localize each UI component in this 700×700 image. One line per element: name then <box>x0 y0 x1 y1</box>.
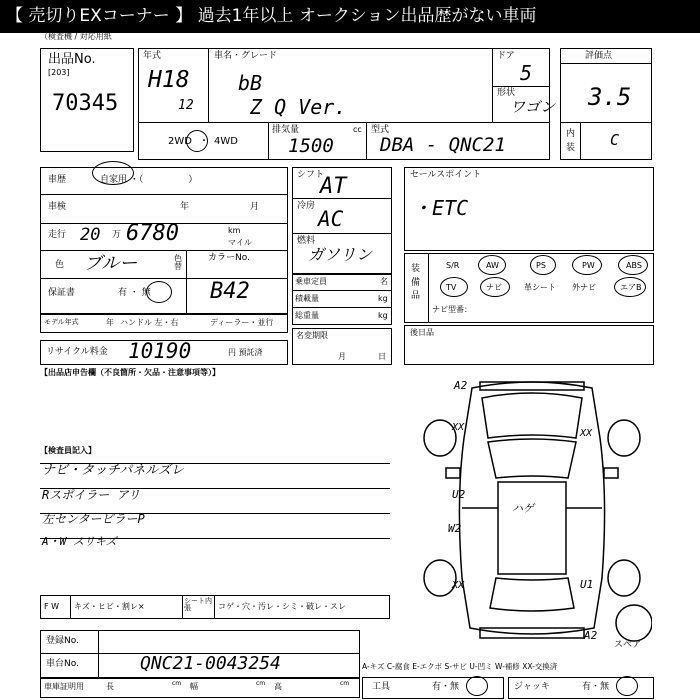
divider <box>40 250 288 251</box>
drive-sep: ・ <box>199 136 209 147</box>
man-unit: 万 <box>112 230 122 240</box>
lot-sub: [203] <box>48 68 70 77</box>
note-2: Rスポイラー アリ <box>42 488 140 502</box>
expiry-label: 名変期限 <box>296 331 328 340</box>
gross-label: 総重量 <box>295 311 319 320</box>
name-label: 車名・グレード <box>214 51 278 61</box>
yen-unit: 円 預託済 <box>228 348 263 357</box>
jack-label: ジャッキ <box>514 682 550 692</box>
inspector-label: 【検査員記入】 <box>40 446 96 455</box>
shape-label: 形状 <box>497 88 516 98</box>
interior-value: C <box>610 131 620 149</box>
drive-2wd: 2WD <box>168 136 192 147</box>
hood <box>482 393 582 438</box>
circle-mark <box>440 277 468 297</box>
grade: Z Q Ver. <box>250 95 347 119</box>
divider <box>70 595 71 619</box>
history-label: 車歴 <box>48 175 67 185</box>
tools-value: 有・無 <box>432 682 460 692</box>
equip-extnavi: 外ナビ <box>572 283 596 292</box>
ac-label: 冷房 <box>297 201 316 211</box>
capacity-label: 乗車定員 <box>295 277 327 286</box>
circle-mark <box>478 255 506 275</box>
year-label: 年式 <box>143 51 162 61</box>
cert-cm1: cm <box>172 680 182 687</box>
diag-xx-rl: XX <box>452 580 465 591</box>
fuel-label: 燃料 <box>297 236 316 246</box>
cert-cm3: cm <box>340 680 350 687</box>
cert-row <box>40 678 360 698</box>
warranty-value: 有 ・ 無 <box>118 288 151 298</box>
diag-a2-bot: A2 <box>584 629 598 642</box>
circle-mark <box>614 277 646 297</box>
lot-number: 70345 <box>52 91 119 116</box>
equip-navi: ナビ <box>486 283 502 292</box>
mile-unit: マイル <box>228 238 252 247</box>
sales-value: ・ETC <box>412 196 469 220</box>
circle-mark <box>466 676 488 696</box>
divider <box>492 48 493 122</box>
equip-sr: S/R <box>446 261 460 270</box>
car-name: bB <box>238 71 263 95</box>
color-value: ブルー <box>84 253 138 274</box>
diag-u2: U2 <box>452 488 466 501</box>
gross-unit: kg <box>378 311 388 320</box>
seat-items: コゲ・穴・汚レ・シミ・破レ・スレ <box>218 602 346 611</box>
tools-label: 工具 <box>372 682 391 692</box>
divider <box>98 630 99 678</box>
page-title: 【 売切りEXコーナー 】 過去1年以上 オークション出品歴がない車両 <box>6 6 537 26</box>
diag-xx-fl: XX <box>452 422 465 433</box>
doors-value: 5 <box>520 61 533 85</box>
circle-mark <box>616 676 638 696</box>
chassis-label: 車台No. <box>46 659 79 669</box>
diag-a2-top: A2 <box>454 379 468 392</box>
cert-cm2: cm <box>256 680 266 687</box>
divider <box>40 278 288 279</box>
mileage-label: 走行 <box>48 230 67 240</box>
ac-value: AC <box>318 207 344 231</box>
inspect-label: 車検 <box>48 202 67 212</box>
load-label: 積載量 <box>295 294 319 303</box>
shift-label: シフト <box>297 170 325 180</box>
equip-airbag: エアB <box>620 283 642 292</box>
capacity-unit: 名 <box>380 277 388 286</box>
divider <box>366 122 367 160</box>
sales-label: セールスポイント <box>410 170 482 180</box>
km-unit: km <box>228 226 241 235</box>
reg-label: 登録No. <box>46 636 79 646</box>
divider <box>560 63 652 64</box>
circle-mark <box>92 161 134 185</box>
divider <box>492 86 550 87</box>
diag-haw: ハゲ <box>512 502 534 515</box>
score-label: 評価点 <box>585 51 613 61</box>
chassis-value: QNC21-0043254 <box>140 653 281 674</box>
disp-value: 1500 <box>288 135 334 157</box>
divider <box>580 122 581 160</box>
divider <box>292 233 392 234</box>
divider <box>182 595 183 619</box>
divider <box>186 250 187 315</box>
report-label: 【出品店申告欄（不良箇所・欠品・注意事項等）】 <box>40 368 220 377</box>
expiry-day: 日 <box>378 352 386 361</box>
shift-value: AT <box>320 174 347 199</box>
recycle-label: リサイクル料金 <box>46 347 108 357</box>
equip-pw: PW <box>582 261 595 270</box>
model-year-label: モデル年式 <box>44 318 79 326</box>
history-value: 自家用 ・（ ） <box>100 175 198 185</box>
equip-abs: ABS <box>626 261 642 270</box>
equip-aw: AW <box>486 261 499 270</box>
wheel-rr <box>608 560 640 596</box>
rear-window <box>490 578 574 611</box>
disp-label: 排気量 <box>272 125 300 135</box>
doors-label: ドア <box>497 51 515 61</box>
diag-xx-fr: XX <box>580 428 593 439</box>
after-label: 後日品 <box>410 328 434 337</box>
dealer: ディーラー・並行 <box>210 318 274 327</box>
color-label: 色 <box>55 260 65 270</box>
divider <box>40 194 288 195</box>
diag-w2: W2 <box>448 522 462 535</box>
cut-header: （検査機 / 対応用紙 <box>40 32 112 41</box>
note-1: ナビ・タッチパネルズレ <box>42 463 184 478</box>
load-unit: kg <box>378 294 388 303</box>
divider <box>292 307 392 308</box>
warranty-label: 保証書 <box>48 288 76 298</box>
divider <box>214 595 215 619</box>
circle-mark <box>618 255 648 275</box>
model-label: 型式 <box>371 125 390 135</box>
circle-mark <box>572 255 602 275</box>
equip-leather: 革シート <box>524 283 556 292</box>
divider <box>428 253 429 323</box>
roof <box>498 482 566 574</box>
shape-value: ワゴン <box>510 98 556 116</box>
circle-mark <box>146 281 172 303</box>
seat-label: シート内張 <box>184 597 212 612</box>
year-unit: 年 <box>180 202 190 212</box>
note-4: A・W スリキズ <box>42 535 117 548</box>
expiry-month: 月 <box>338 352 346 361</box>
lot-label: 出品No. <box>48 52 96 67</box>
equipment-label: 装備品 <box>411 264 421 301</box>
divider <box>292 290 392 291</box>
mirror-right <box>604 468 618 478</box>
bumper-rear <box>480 628 584 638</box>
colorno-value: B42 <box>210 279 250 304</box>
cert-width: 幅 <box>190 682 198 691</box>
fw-items: キズ・ヒビ・割レ× <box>74 602 145 611</box>
divider <box>268 122 269 160</box>
note-3: 左センターピラーP <box>42 512 145 526</box>
color-change: 色替 <box>174 254 182 271</box>
colorno-label: カラーNo. <box>208 253 250 263</box>
year-unit2: 年 <box>106 318 114 327</box>
circle-mark <box>530 255 556 275</box>
mileage-rest: 6780 <box>126 221 179 246</box>
year-value: H18 <box>148 67 190 93</box>
windshield <box>488 439 576 478</box>
wheel-fr <box>608 420 640 456</box>
divider <box>138 122 550 123</box>
equip-tv: TV <box>446 283 457 292</box>
cert-height: 高 <box>274 682 282 691</box>
bumper-front <box>480 382 584 390</box>
handle: ハンドル 左・右 <box>120 318 179 327</box>
spare-tire <box>616 605 652 641</box>
mirror-left <box>446 468 460 478</box>
equip-ps: PS <box>536 261 546 270</box>
drive-4wd: 4WD <box>214 136 238 147</box>
month-value: 12 <box>178 98 194 113</box>
fw-label: F W <box>44 602 60 611</box>
title-bar <box>0 0 700 33</box>
divider <box>208 48 209 122</box>
model-value: DBA - QNC21 <box>380 134 506 156</box>
diag-u1: U1 <box>580 578 594 591</box>
interior-label: 内装 <box>566 129 576 154</box>
month-unit: 月 <box>250 202 260 212</box>
auction-sheet <box>0 33 700 700</box>
circle-mark <box>480 277 510 297</box>
score-value: 3.5 <box>588 83 632 111</box>
divider <box>560 122 652 123</box>
spare-label: スペア <box>614 640 642 650</box>
cert-label: 車庫証明用 <box>44 682 84 691</box>
cc-unit: cc <box>353 125 362 134</box>
recycle-value: 10190 <box>128 339 192 363</box>
damage-legend: A-キズ C-腐食 E-エクボ S-サビ U-凹ミ W-補修 XX-交換済 <box>362 662 558 671</box>
after-box <box>404 325 654 365</box>
mileage-man: 20 <box>80 225 101 245</box>
cert-len: 長 <box>106 682 114 691</box>
jack-value: 有・無 <box>582 682 610 692</box>
navi-label: ナビ型番： <box>432 305 472 314</box>
fuel-value: ガソリン <box>308 245 373 264</box>
